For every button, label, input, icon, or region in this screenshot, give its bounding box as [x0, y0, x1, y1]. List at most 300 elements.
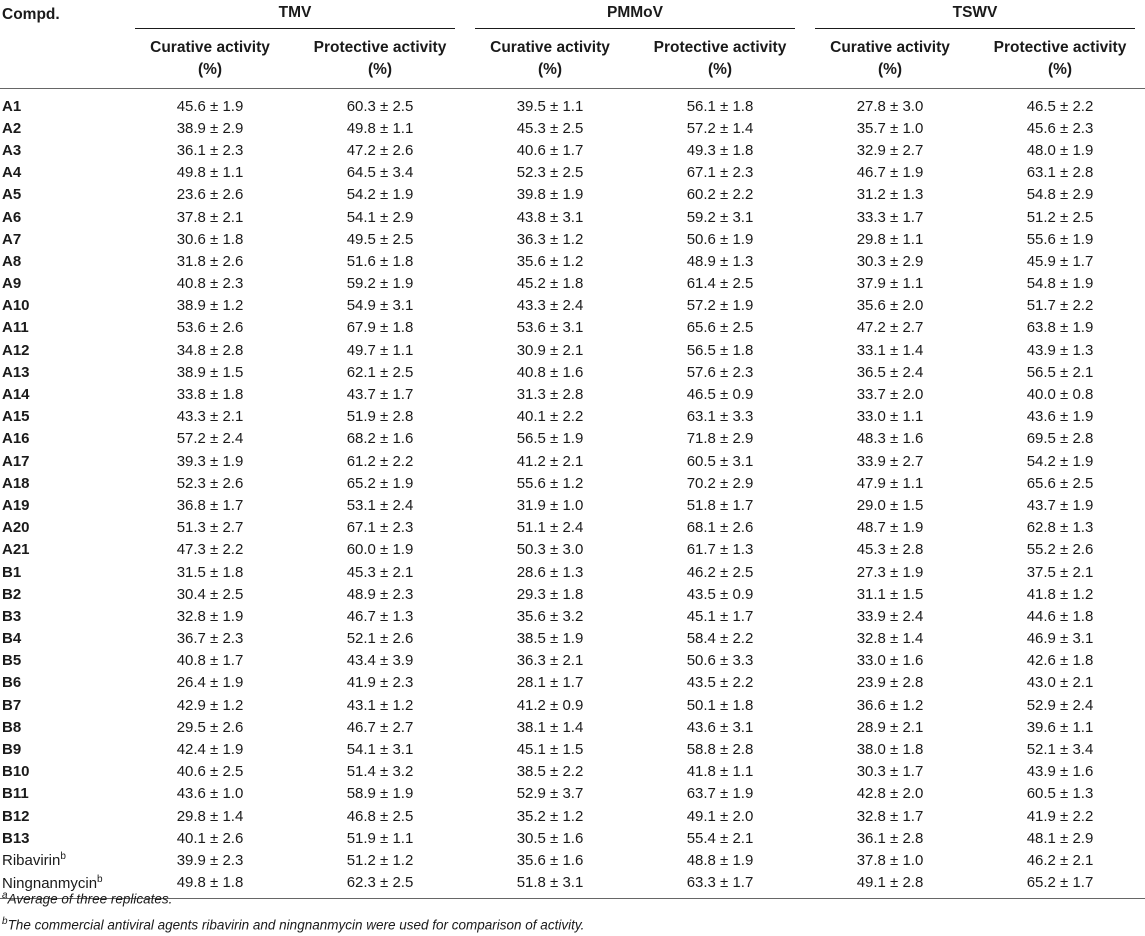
- value-cell: 48.7 ± 1.9: [805, 517, 975, 539]
- footnote-mark: b: [2, 916, 8, 927]
- table-row: [0, 273, 1145, 295]
- value-cell: 43.1 ± 1.2: [295, 694, 465, 716]
- value-cell: 63.7 ± 1.9: [635, 783, 805, 805]
- value-cell: 31.1 ± 1.5: [805, 583, 975, 605]
- value-cell: 45.1 ± 1.7: [635, 605, 805, 627]
- value-cell: 32.9 ± 2.7: [805, 139, 975, 161]
- value-cell: 62.8 ± 1.3: [975, 517, 1145, 539]
- value-cell: 43.8 ± 3.1: [465, 206, 635, 228]
- value-cell: 43.7 ± 1.7: [295, 383, 465, 405]
- header-row-subheaders: [0, 30, 1145, 89]
- value-cell: 30.3 ± 1.7: [805, 761, 975, 783]
- value-cell: 49.3 ± 1.8: [635, 139, 805, 161]
- value-cell: 29.0 ± 1.5: [805, 494, 975, 516]
- value-cell: 48.1 ± 2.9: [975, 827, 1145, 849]
- value-cell: 42.9 ± 1.2: [125, 694, 295, 716]
- table-row: [0, 716, 1145, 738]
- value-cell: 57.2 ± 1.4: [635, 117, 805, 139]
- value-cell: 38.5 ± 1.9: [465, 628, 635, 650]
- value-cell: 41.2 ± 0.9: [465, 694, 635, 716]
- value-cell: 31.5 ± 1.8: [125, 561, 295, 583]
- value-cell: 50.3 ± 3.0: [465, 539, 635, 561]
- value-cell: 63.1 ± 3.3: [635, 406, 805, 428]
- value-cell: 49.8 ± 1.8: [125, 872, 295, 899]
- value-cell: 51.3 ± 2.7: [125, 517, 295, 539]
- subheader-line: (%): [805, 59, 975, 81]
- group-header-pmmov: PMMoV: [465, 0, 805, 30]
- compound-name: B2: [2, 586, 21, 603]
- value-cell: 67.1 ± 2.3: [295, 517, 465, 539]
- value-cell: 63.1 ± 2.8: [975, 162, 1145, 184]
- value-cell: 54.8 ± 2.9: [975, 184, 1145, 206]
- value-cell: 50.1 ± 1.8: [635, 694, 805, 716]
- value-cell: 43.3 ± 2.1: [125, 406, 295, 428]
- compound-name: A12: [2, 342, 30, 359]
- footnote-marker: b: [60, 851, 66, 862]
- compound-name-cell: [0, 273, 125, 295]
- value-cell: 38.9 ± 1.5: [125, 361, 295, 383]
- value-cell: 42.6 ± 1.8: [975, 650, 1145, 672]
- compound-name-cell: [0, 206, 125, 228]
- value-cell: 48.0 ± 1.9: [975, 139, 1145, 161]
- compound-name: A9: [2, 275, 21, 292]
- value-cell: 49.1 ± 2.8: [805, 872, 975, 899]
- value-cell: 39.3 ± 1.9: [125, 450, 295, 472]
- compound-name-cell: [0, 583, 125, 605]
- table-row: [0, 361, 1145, 383]
- value-cell: 36.5 ± 2.4: [805, 361, 975, 383]
- value-cell: 43.7 ± 1.9: [975, 494, 1145, 516]
- compound-name: A7: [2, 231, 21, 248]
- value-cell: 56.1 ± 1.8: [635, 89, 805, 118]
- value-cell: 62.1 ± 2.5: [295, 361, 465, 383]
- value-cell: 32.8 ± 1.4: [805, 628, 975, 650]
- compound-name-cell: [0, 89, 125, 118]
- value-cell: 52.1 ± 3.4: [975, 738, 1145, 760]
- value-cell: 36.8 ± 1.7: [125, 494, 295, 516]
- value-cell: 40.8 ± 1.6: [465, 361, 635, 383]
- value-cell: 27.3 ± 1.9: [805, 561, 975, 583]
- value-cell: 44.6 ± 1.8: [975, 605, 1145, 627]
- value-cell: 63.8 ± 1.9: [975, 317, 1145, 339]
- compound-name-cell: [0, 295, 125, 317]
- table-row: [0, 295, 1145, 317]
- value-cell: 43.6 ± 1.9: [975, 406, 1145, 428]
- compound-name: B11: [2, 785, 29, 802]
- compound-name-cell: [0, 738, 125, 760]
- value-cell: 52.3 ± 2.6: [125, 472, 295, 494]
- compound-name: B7: [2, 697, 21, 714]
- value-cell: 46.2 ± 2.1: [975, 849, 1145, 871]
- compound-name: A16: [2, 430, 30, 447]
- value-cell: 28.9 ± 2.1: [805, 716, 975, 738]
- footnote-mark: a: [2, 890, 8, 901]
- value-cell: 57.6 ± 2.3: [635, 361, 805, 383]
- compound-name: A6: [2, 209, 21, 226]
- compound-name-cell: [0, 716, 125, 738]
- value-cell: 41.2 ± 2.1: [465, 450, 635, 472]
- value-cell: 60.2 ± 2.2: [635, 184, 805, 206]
- value-cell: 60.5 ± 3.1: [635, 450, 805, 472]
- value-cell: 43.4 ± 3.9: [295, 650, 465, 672]
- compound-name: A17: [2, 453, 30, 470]
- value-cell: 49.8 ± 1.1: [295, 117, 465, 139]
- value-cell: 33.9 ± 2.7: [805, 450, 975, 472]
- value-cell: 33.0 ± 1.1: [805, 406, 975, 428]
- table-row: [0, 561, 1145, 583]
- compound-name-cell: [0, 849, 125, 871]
- value-cell: 60.0 ± 1.9: [295, 539, 465, 561]
- compound-name-cell: [0, 339, 125, 361]
- table-row: [0, 428, 1145, 450]
- value-cell: 35.7 ± 1.0: [805, 117, 975, 139]
- value-cell: 27.8 ± 3.0: [805, 89, 975, 118]
- value-cell: 50.6 ± 1.9: [635, 228, 805, 250]
- subheader-4: [805, 30, 975, 89]
- value-cell: 54.2 ± 1.9: [295, 184, 465, 206]
- value-cell: 65.6 ± 2.5: [975, 472, 1145, 494]
- value-cell: 31.3 ± 2.8: [465, 383, 635, 405]
- value-cell: 67.1 ± 2.3: [635, 162, 805, 184]
- value-cell: 68.1 ± 2.6: [635, 517, 805, 539]
- compound-name-cell: [0, 117, 125, 139]
- compound-name: B13: [2, 830, 30, 847]
- subheader-line: Protective activity: [635, 37, 805, 59]
- table-row: [0, 827, 1145, 849]
- subheader-line: (%): [635, 59, 805, 81]
- value-cell: 52.1 ± 2.6: [295, 628, 465, 650]
- value-cell: 55.2 ± 2.6: [975, 539, 1145, 561]
- value-cell: 40.1 ± 2.2: [465, 406, 635, 428]
- value-cell: 45.9 ± 1.7: [975, 250, 1145, 272]
- value-cell: 36.7 ± 2.3: [125, 628, 295, 650]
- value-cell: 46.5 ± 2.2: [975, 89, 1145, 118]
- table-row: [0, 805, 1145, 827]
- compound-name-cell: [0, 605, 125, 627]
- compound-name: A1: [2, 98, 21, 115]
- compound-name: B12: [2, 808, 30, 825]
- value-cell: 57.2 ± 1.9: [635, 295, 805, 317]
- table-row: [0, 450, 1145, 472]
- value-cell: 42.4 ± 1.9: [125, 738, 295, 760]
- compound-name: A18: [2, 475, 30, 492]
- compound-name: A4: [2, 164, 21, 181]
- value-cell: 51.2 ± 1.2: [295, 849, 465, 871]
- value-cell: 65.6 ± 2.5: [635, 317, 805, 339]
- value-cell: 51.4 ± 3.2: [295, 761, 465, 783]
- value-cell: 28.1 ± 1.7: [465, 672, 635, 694]
- value-cell: 43.5 ± 2.2: [635, 672, 805, 694]
- compound-name: A10: [2, 297, 30, 314]
- table-row: [0, 494, 1145, 516]
- table-row: [0, 650, 1145, 672]
- value-cell: 53.6 ± 2.6: [125, 317, 295, 339]
- value-cell: 41.8 ± 1.2: [975, 583, 1145, 605]
- value-cell: 45.1 ± 1.5: [465, 738, 635, 760]
- value-cell: 47.2 ± 2.7: [805, 317, 975, 339]
- value-cell: 28.6 ± 1.3: [465, 561, 635, 583]
- value-cell: 38.1 ± 1.4: [465, 716, 635, 738]
- value-cell: 55.6 ± 1.9: [975, 228, 1145, 250]
- compound-name-cell: [0, 827, 125, 849]
- value-cell: 39.6 ± 1.1: [975, 716, 1145, 738]
- value-cell: 32.8 ± 1.7: [805, 805, 975, 827]
- value-cell: 48.8 ± 1.9: [635, 849, 805, 871]
- value-cell: 43.6 ± 3.1: [635, 716, 805, 738]
- value-cell: 49.7 ± 1.1: [295, 339, 465, 361]
- value-cell: 43.9 ± 1.6: [975, 761, 1145, 783]
- value-cell: 41.9 ± 2.3: [295, 672, 465, 694]
- compound-name-cell: [0, 517, 125, 539]
- value-cell: 56.5 ± 2.1: [975, 361, 1145, 383]
- value-cell: 45.3 ± 2.5: [465, 117, 635, 139]
- subheader-line: (%): [975, 59, 1145, 81]
- value-cell: 42.8 ± 2.0: [805, 783, 975, 805]
- value-cell: 65.2 ± 1.9: [295, 472, 465, 494]
- value-cell: 43.5 ± 0.9: [635, 583, 805, 605]
- compound-name: A21: [2, 541, 30, 558]
- value-cell: 35.6 ± 1.2: [465, 250, 635, 272]
- table-footnotes: [2, 885, 584, 936]
- group-header-tmv: TMV: [125, 0, 465, 30]
- value-cell: 31.2 ± 1.3: [805, 184, 975, 206]
- value-cell: 64.5 ± 3.4: [295, 162, 465, 184]
- subheader-line: Curative activity: [125, 37, 295, 59]
- value-cell: 36.3 ± 1.2: [465, 228, 635, 250]
- table-row: [0, 628, 1145, 650]
- value-cell: 32.8 ± 1.9: [125, 605, 295, 627]
- compound-name: B10: [2, 763, 30, 780]
- value-cell: 52.3 ± 2.5: [465, 162, 635, 184]
- value-cell: 46.5 ± 0.9: [635, 383, 805, 405]
- value-cell: 30.4 ± 2.5: [125, 583, 295, 605]
- value-cell: 53.1 ± 2.4: [295, 494, 465, 516]
- compound-name: A14: [2, 386, 30, 403]
- value-cell: 38.9 ± 1.2: [125, 295, 295, 317]
- value-cell: 36.3 ± 2.1: [465, 650, 635, 672]
- table-row: [0, 162, 1145, 184]
- compound-name: B1: [2, 564, 21, 581]
- value-cell: 45.3 ± 2.8: [805, 539, 975, 561]
- value-cell: 29.8 ± 1.1: [805, 228, 975, 250]
- value-cell: 51.9 ± 2.8: [295, 406, 465, 428]
- table-row: [0, 117, 1145, 139]
- table-row: [0, 539, 1145, 561]
- value-cell: 36.6 ± 1.2: [805, 694, 975, 716]
- value-cell: 35.2 ± 1.2: [465, 805, 635, 827]
- subheader-line: (%): [465, 59, 635, 81]
- value-cell: 43.6 ± 1.0: [125, 783, 295, 805]
- value-cell: 71.8 ± 2.9: [635, 428, 805, 450]
- compound-name-cell: [0, 450, 125, 472]
- table-row: [0, 139, 1145, 161]
- value-cell: 29.5 ± 2.6: [125, 716, 295, 738]
- compound-name-cell: [0, 428, 125, 450]
- compound-column-header: Compd.: [0, 0, 125, 89]
- value-cell: 58.8 ± 2.8: [635, 738, 805, 760]
- value-cell: 49.8 ± 1.1: [125, 162, 295, 184]
- value-cell: 60.3 ± 2.5: [295, 89, 465, 118]
- value-cell: 23.6 ± 2.6: [125, 184, 295, 206]
- value-cell: 31.9 ± 1.0: [465, 494, 635, 516]
- compound-name-cell: [0, 250, 125, 272]
- compound-name: Ningnanmycin: [2, 875, 97, 892]
- value-cell: 39.9 ± 2.3: [125, 849, 295, 871]
- table-row: [0, 517, 1145, 539]
- value-cell: 40.6 ± 1.7: [465, 139, 635, 161]
- subheader-1: [295, 30, 465, 89]
- value-cell: 35.6 ± 3.2: [465, 605, 635, 627]
- value-cell: 36.1 ± 2.8: [805, 827, 975, 849]
- table-row: [0, 250, 1145, 272]
- value-cell: 26.4 ± 1.9: [125, 672, 295, 694]
- table-body: [0, 89, 1145, 899]
- compound-name: A19: [2, 497, 30, 514]
- value-cell: 30.6 ± 1.8: [125, 228, 295, 250]
- value-cell: 40.8 ± 1.7: [125, 650, 295, 672]
- compound-name: B5: [2, 652, 21, 669]
- value-cell: 51.8 ± 1.7: [635, 494, 805, 516]
- value-cell: 29.3 ± 1.8: [465, 583, 635, 605]
- subheader-line: Protective activity: [295, 37, 465, 59]
- header-row-groups: [0, 0, 1145, 30]
- footnote-text: The commercial antiviral agents ribavirin and ningnanmycin were used for comparison of activity.: [8, 917, 585, 932]
- value-cell: 37.9 ± 1.1: [805, 273, 975, 295]
- value-cell: 48.9 ± 2.3: [295, 583, 465, 605]
- value-cell: 31.8 ± 2.6: [125, 250, 295, 272]
- value-cell: 46.9 ± 3.1: [975, 628, 1145, 650]
- value-cell: 49.5 ± 2.5: [295, 228, 465, 250]
- value-cell: 54.1 ± 2.9: [295, 206, 465, 228]
- value-cell: 49.1 ± 2.0: [635, 805, 805, 827]
- value-cell: 40.6 ± 2.5: [125, 761, 295, 783]
- value-cell: 52.9 ± 3.7: [465, 783, 635, 805]
- value-cell: 53.6 ± 3.1: [465, 317, 635, 339]
- table-row: [0, 228, 1145, 250]
- value-cell: 33.3 ± 1.7: [805, 206, 975, 228]
- value-cell: 51.8 ± 3.1: [465, 872, 635, 899]
- value-cell: 45.3 ± 2.1: [295, 561, 465, 583]
- table-row: [0, 738, 1145, 760]
- value-cell: 35.6 ± 1.6: [465, 849, 635, 871]
- value-cell: 35.6 ± 2.0: [805, 295, 975, 317]
- table-row: [0, 206, 1145, 228]
- value-cell: 33.0 ± 1.6: [805, 650, 975, 672]
- value-cell: 43.0 ± 2.1: [975, 672, 1145, 694]
- compound-name: B3: [2, 608, 21, 625]
- compound-name-cell: [0, 406, 125, 428]
- value-cell: 57.2 ± 2.4: [125, 428, 295, 450]
- subheader-line: Curative activity: [465, 37, 635, 59]
- value-cell: 45.6 ± 1.9: [125, 89, 295, 118]
- value-cell: 36.1 ± 2.3: [125, 139, 295, 161]
- value-cell: 46.7 ± 1.3: [295, 605, 465, 627]
- value-cell: 70.2 ± 2.9: [635, 472, 805, 494]
- compound-name-cell: [0, 694, 125, 716]
- value-cell: 33.9 ± 2.4: [805, 605, 975, 627]
- value-cell: 61.7 ± 1.3: [635, 539, 805, 561]
- value-cell: 46.8 ± 2.5: [295, 805, 465, 827]
- footnote-marker: b: [97, 874, 103, 885]
- subheader-0: [125, 30, 295, 89]
- value-cell: 29.8 ± 1.4: [125, 805, 295, 827]
- compound-name-cell: [0, 672, 125, 694]
- compound-name: B4: [2, 630, 21, 647]
- value-cell: 51.7 ± 2.2: [975, 295, 1145, 317]
- value-cell: 33.7 ± 2.0: [805, 383, 975, 405]
- value-cell: 48.9 ± 1.3: [635, 250, 805, 272]
- value-cell: 52.9 ± 2.4: [975, 694, 1145, 716]
- table-row: [0, 472, 1145, 494]
- subheader-line: Protective activity: [975, 37, 1145, 59]
- value-cell: 39.5 ± 1.1: [465, 89, 635, 118]
- footnote: [2, 911, 584, 936]
- table-row: [0, 339, 1145, 361]
- compound-name: Ribavirin: [2, 852, 60, 869]
- value-cell: 37.5 ± 2.1: [975, 561, 1145, 583]
- value-cell: 41.9 ± 2.2: [975, 805, 1145, 827]
- table-row: [0, 406, 1145, 428]
- compound-name-cell: [0, 628, 125, 650]
- value-cell: 54.2 ± 1.9: [975, 450, 1145, 472]
- value-cell: 47.2 ± 2.6: [295, 139, 465, 161]
- compound-name: A8: [2, 253, 21, 270]
- value-cell: 51.6 ± 1.8: [295, 250, 465, 272]
- compound-name: B6: [2, 674, 21, 691]
- value-cell: 63.3 ± 1.7: [635, 872, 805, 899]
- value-cell: 37.8 ± 1.0: [805, 849, 975, 871]
- value-cell: 46.7 ± 2.7: [295, 716, 465, 738]
- compound-name-cell: [0, 228, 125, 250]
- value-cell: 61.4 ± 2.5: [635, 273, 805, 295]
- compound-name-cell: [0, 472, 125, 494]
- table-row: [0, 383, 1145, 405]
- value-cell: 56.5 ± 1.8: [635, 339, 805, 361]
- compound-name: A5: [2, 186, 21, 203]
- compound-name-cell: [0, 494, 125, 516]
- value-cell: 67.9 ± 1.8: [295, 317, 465, 339]
- compound-name-cell: [0, 561, 125, 583]
- value-cell: 37.8 ± 2.1: [125, 206, 295, 228]
- value-cell: 33.8 ± 1.8: [125, 383, 295, 405]
- value-cell: 43.3 ± 2.4: [465, 295, 635, 317]
- table-row: [0, 694, 1145, 716]
- value-cell: 54.8 ± 1.9: [975, 273, 1145, 295]
- subheader-line: (%): [295, 59, 465, 81]
- value-cell: 38.0 ± 1.8: [805, 738, 975, 760]
- subheader-5: [975, 30, 1145, 89]
- subheader-2: [465, 30, 635, 89]
- compound-name-cell: [0, 539, 125, 561]
- value-cell: 56.5 ± 1.9: [465, 428, 635, 450]
- table-row: [0, 317, 1145, 339]
- value-cell: 50.6 ± 3.3: [635, 650, 805, 672]
- compound-name-cell: [0, 317, 125, 339]
- value-cell: 30.5 ± 1.6: [465, 827, 635, 849]
- value-cell: 58.4 ± 2.2: [635, 628, 805, 650]
- compound-name-cell: [0, 361, 125, 383]
- value-cell: 62.3 ± 2.5: [295, 872, 465, 899]
- value-cell: 58.9 ± 1.9: [295, 783, 465, 805]
- value-cell: 68.2 ± 1.6: [295, 428, 465, 450]
- subheader-line: (%): [125, 59, 295, 81]
- value-cell: 38.9 ± 2.9: [125, 117, 295, 139]
- table-row: [0, 783, 1145, 805]
- value-cell: 59.2 ± 1.9: [295, 273, 465, 295]
- compound-name-cell: [0, 139, 125, 161]
- value-cell: 33.1 ± 1.4: [805, 339, 975, 361]
- value-cell: 47.3 ± 2.2: [125, 539, 295, 561]
